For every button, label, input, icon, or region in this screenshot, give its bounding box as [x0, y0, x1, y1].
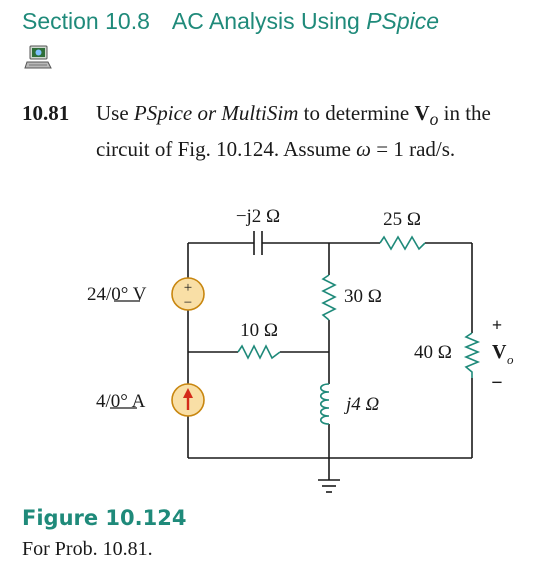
- capacitor-label: −j2 Ω: [235, 206, 281, 227]
- section-heading: [22, 8, 439, 35]
- section-topic-software: PSpice: [366, 8, 440, 34]
- output-sub: o: [507, 352, 514, 367]
- figure-caption: For Prob. 10.81.: [22, 538, 153, 560]
- resistor-40: [466, 333, 478, 378]
- resistor-25: [380, 237, 425, 249]
- ground-symbol: [318, 480, 340, 492]
- resistor-10: [238, 346, 280, 358]
- resistor-30: [323, 275, 335, 320]
- output-var: V: [492, 341, 507, 363]
- inductor: [321, 384, 329, 424]
- voltage-source-plus: +: [183, 280, 193, 296]
- computer-icon: [24, 44, 54, 74]
- resistor-25-label: 25 Ω: [383, 209, 421, 230]
- capacitor: [254, 231, 262, 255]
- current-source-label: 4/0° A: [96, 391, 146, 412]
- problem-statement: [22, 98, 532, 164]
- problem-line-2: [22, 134, 532, 164]
- section-topic-prefix: AC Analysis Using: [171, 8, 367, 34]
- output-minus: −: [491, 372, 503, 394]
- problem-software: PSpice or MultiSim: [133, 101, 299, 125]
- problem-var-main: V: [414, 101, 430, 125]
- problem-omega-rest: = 1 rad/s.: [370, 137, 456, 162]
- output-plus: +: [491, 315, 503, 335]
- circuit-diagram: [0, 180, 550, 510]
- problem-number: 10.81: [22, 101, 70, 125]
- inductor-label: j4 Ω: [346, 394, 380, 415]
- problem-text-3: in the: [438, 101, 491, 125]
- current-source: [172, 384, 204, 416]
- voltage-source-label: 24/0° V: [87, 284, 147, 305]
- problem-omega: ω: [356, 137, 371, 162]
- voltage-source-minus: −: [183, 295, 193, 311]
- problem-text-1: Use: [96, 101, 134, 125]
- problem-var-sub: o: [429, 109, 439, 130]
- resistor-10-label: 10 Ω: [240, 320, 278, 341]
- resistor-30-label: 30 Ω: [344, 286, 382, 307]
- voltage-source: [172, 278, 204, 311]
- section-number: Section 10.8: [22, 8, 150, 34]
- section-topic: [172, 8, 439, 34]
- figure-title: Figure 10.124: [22, 506, 187, 530]
- problem-line-2a: circuit of Fig. 10.124. Assume: [96, 137, 357, 162]
- resistor-40-label: 40 Ω: [414, 342, 452, 363]
- problem-text-2: to determine: [298, 101, 415, 125]
